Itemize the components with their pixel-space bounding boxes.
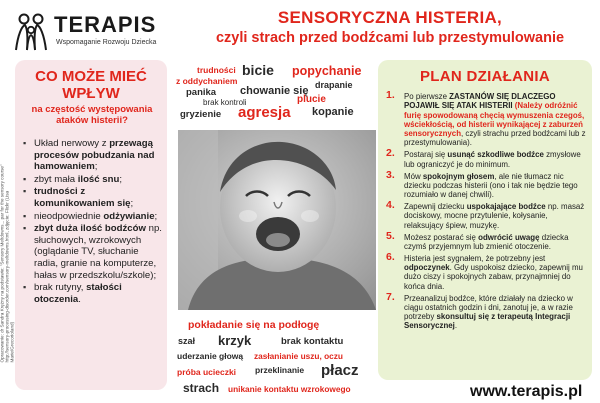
list-item: ▪ zbyt duża ilość bodźców np. słuchowych, wzrokowych (oglądanie TV, słuchanie radia, granie na komputerze, hałas w przedszkolu/szkole); bbox=[21, 223, 163, 281]
crying-child-image bbox=[178, 130, 376, 310]
list-item: ▪ brak rutyny, stałości otoczenia. bbox=[21, 282, 163, 305]
word-krzyk: krzyk bbox=[218, 333, 252, 348]
list-item: 7. Przeanalizuj bodźce, które działały na dziecko w ciągu ostatnich godzin i dni, zanotuj je, a w razie potrzeby skonsultuj się z terapeutą Integracji Sensorycznej. bbox=[386, 290, 573, 331]
logo-tagline: Wspomaganie Rozwoju Dziecka bbox=[56, 39, 157, 46]
list-item: ▪ nieodpowiednie odżywianie; bbox=[21, 211, 163, 223]
website-link[interactable]: www.terapis.pl bbox=[470, 383, 583, 400]
list-item: ▪ trudności z komunikowaniem się; bbox=[21, 186, 163, 209]
word-strach: strach bbox=[183, 381, 220, 395]
logo-name: TERAPIS bbox=[54, 12, 157, 37]
list-item: 4. Zapewnij dziecku uspokajające bodźce np. masaż dociskowy, mocne przytulenie, kołysanie, relaksujący śpiew, muzykę. bbox=[386, 199, 585, 230]
word-proba-ucieczki: próba ucieczki bbox=[177, 367, 237, 377]
title-line-1: SENSORYCZNA HISTERIA, bbox=[277, 8, 503, 27]
credit-text: Opracowanie: dr Sandra Krężny na podstawie: "Sensory Meltdowns... par for the sensory course" http://sensory-processing-disorder.com/sensory-meltdowns.html, zdjęcie: Flickr (Lisa Marie/Grecorioland) bbox=[0, 164, 15, 363]
word-zaslanianie: zasłanianie uszu, oczu bbox=[254, 351, 343, 361]
word-placz: płacz bbox=[321, 362, 359, 379]
influences-subheading: na częstość występowania ataków histerii? bbox=[31, 104, 153, 126]
word-trudnosci: trudności bbox=[197, 65, 236, 75]
influences-list bbox=[21, 138, 163, 306]
logo bbox=[8, 6, 168, 60]
crying-child-photo bbox=[178, 130, 376, 310]
word-bicie: bicie bbox=[242, 62, 274, 78]
list-item: 6. Histeria jest sygnałem, że potrzebny jest odpoczynek. Gdy uspokoisz dziecko, zapewnij mu dużo ciszy i spokojnych zabaw, przynajmniej do końca dnia. bbox=[386, 250, 583, 291]
word-chowanie: chowanie się bbox=[240, 85, 309, 97]
word-z-oddychaniem: z oddychaniem bbox=[176, 76, 238, 86]
list-item: 5. Możesz postarać się odwrócić uwagę dziecka czymś przyjemnym lub zmienić otoczenie. bbox=[386, 229, 569, 251]
word-popychanie: popychanie bbox=[292, 64, 362, 78]
action-plan-panel bbox=[378, 60, 592, 380]
action-plan-heading: PLAN DZIAŁANIA bbox=[419, 68, 551, 85]
list-item: ▪ Układ nerwowy z przewagą procesów pobudzania nad hamowaniem; bbox=[21, 138, 163, 173]
word-unikanie: unikanie kontaktu wzrokowego bbox=[228, 384, 351, 394]
word-szal: szał bbox=[178, 336, 196, 346]
influences-heading: CO MOŻE MIEĆ WPŁYW bbox=[35, 68, 147, 102]
word-drapanie: drapanie bbox=[315, 80, 353, 90]
word-panika: panika bbox=[186, 87, 217, 98]
list-item: ▪ zbyt mała ilość snu; bbox=[21, 174, 163, 186]
word-brak-kontroli: brak kontroli bbox=[203, 98, 247, 107]
word-przeklinanie: przeklinanie bbox=[255, 365, 305, 375]
family-logo-icon bbox=[12, 12, 50, 52]
word-pokladanie: pokładanie się na podłogę bbox=[188, 319, 320, 331]
list-item: 2. Postaraj się usunąć szkodliwe bodźce zmysłowe lub ograniczyć je do minimum. bbox=[386, 147, 581, 169]
influences-panel bbox=[15, 60, 167, 390]
word-plucie: plucie bbox=[297, 94, 326, 105]
word-kopanie: kopanie bbox=[312, 106, 354, 118]
word-brak-kontaktu: brak kontaktu bbox=[281, 336, 344, 347]
word-uderzanie: uderzanie głową bbox=[177, 351, 244, 361]
credit bbox=[0, 160, 15, 363]
word-agresja: agresja bbox=[238, 104, 291, 121]
title-line-2: czyli strach przed bodźcami lub przestymulowanie bbox=[215, 30, 565, 46]
list-item: 1. Po pierwsze ZASTANÓW SIĘ DLACZEGO POJAWIŁ SIĘ ATAK HISTERII (Należy odróżnić furię spowodowaną chęcią wymuszenia czegoś, wściekłością, od histerii wynikającej z zaburzeń sensorycznych, czyli strachu przed bodźcami lub z przestymulowania). bbox=[386, 89, 586, 148]
page-title bbox=[190, 8, 590, 48]
action-plan-list bbox=[382, 89, 586, 333]
word-gryzienie: gryzienie bbox=[180, 109, 222, 120]
list-item: 3. Mów spokojnym głosem, ale nie tłumacz nic dziecku podczas histerii (ono i tak nie będzie tego rozumiało w danej chwili). bbox=[386, 168, 578, 200]
